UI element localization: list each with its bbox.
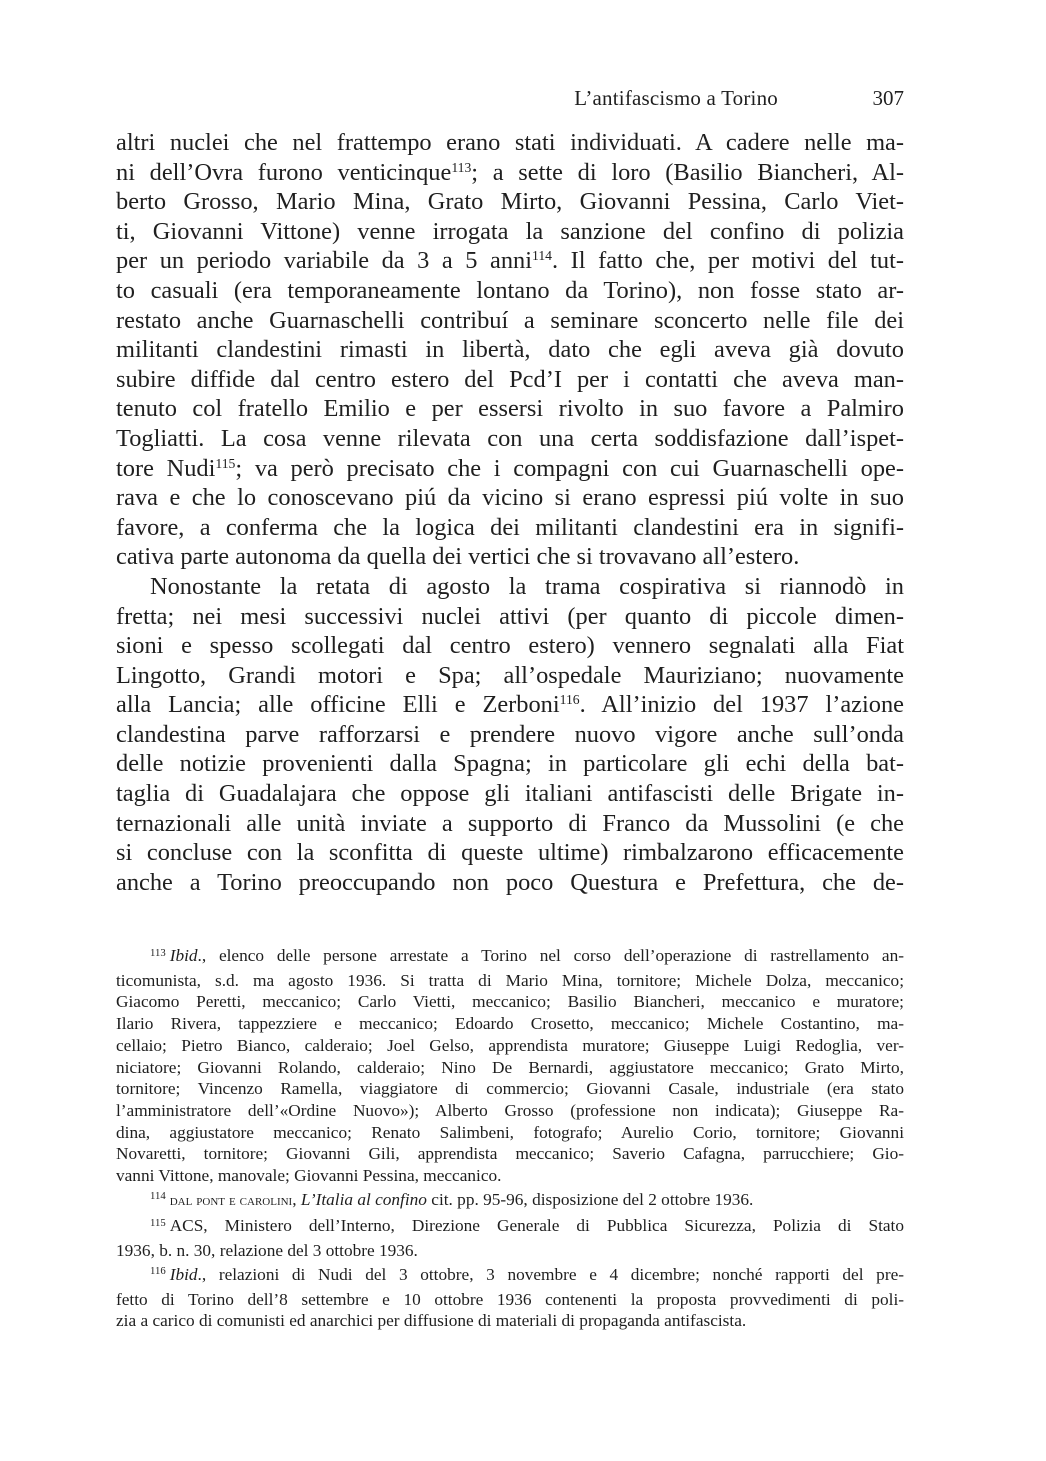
text-line: [116, 1100, 904, 1122]
text-segment: ACS, Ministero dell’Interno, Direzione Generale di Pubblica Sicurezza, Polizia di Stato: [169, 1216, 904, 1236]
footnote-114: [116, 1189, 904, 1214]
text-line: [116, 424, 904, 454]
running-title: L’antifascismo a Torino: [574, 86, 778, 110]
footnote-reference: 114: [532, 248, 552, 264]
text-line: [116, 217, 904, 247]
text-segment: si concluse con la sconfitta di queste ultime) rimbalzarono efficacemente: [116, 839, 904, 867]
text-line: [116, 483, 904, 513]
running-head: [116, 86, 904, 114]
text-line: [116, 1310, 904, 1332]
text-segment: clandestina parve rafforzarsi e prendere nuovo vigore anche sull’onda: [116, 720, 904, 748]
footnote-115: [116, 1215, 904, 1261]
text-line: [116, 690, 904, 720]
text-segment: niciatore; Giovanni Rolando, calderaio; Nino De Bernardi, aggiustatore meccanico; Grato Mirto,: [116, 1057, 904, 1077]
text-segment: l’amministratore dell’«Ordine Nuovo»); Alberto Grosso (professione non indicata); Giuseppe Ra-: [116, 1100, 904, 1120]
text-segment: favore, a conferma che la logica dei militanti clandestini era in signifi-: [116, 513, 904, 541]
text-segment: altri nuclei che nel frattempo erano stati individuati. A cadere nelle ma-: [116, 129, 904, 156]
text-line: [116, 454, 904, 484]
text-line: [116, 513, 904, 543]
text-segment: delle notizie provenienti dalla Spagna; in particolare gli echi della bat-: [116, 750, 904, 778]
text-line: [116, 838, 904, 868]
text-line: [116, 991, 904, 1013]
text-segment: to casuali (era temporaneamente lontano da Torino), non fosse stato ar-: [116, 276, 904, 304]
footnote-number: 116: [150, 1265, 166, 1278]
text-segment: ternazionali alle unità inviate a supporto di Franco da Mussolini (e che: [116, 809, 904, 837]
text-segment: Lingotto, Grandi motori e Spa; all’ospedale Mauriziano; nuovamente: [116, 661, 904, 689]
text-line: [116, 1078, 904, 1100]
text-line: [116, 572, 904, 602]
text-segment: 1936, b. n. 30, relazione del 3 ottobre 1936.: [116, 1241, 418, 1261]
text-line: [116, 306, 904, 336]
text-segment: sioni e spesso scollegati dal centro estero) vennero segnalati alla Fiat: [116, 632, 904, 660]
text-line: [116, 720, 904, 750]
text-line: [116, 1057, 904, 1079]
text-line: [116, 542, 904, 572]
text-segment: ,: [292, 1189, 301, 1209]
text-segment: ticomunista, s.d. ma agosto 1936. Si tratta di Mario Mina, tornitore; Michele Dolza, meccanico;: [116, 970, 904, 990]
text-line: [116, 779, 904, 809]
text-segment: ni dell’Ovra furono venticinque: [116, 158, 452, 186]
text-segment: militanti clandestini rimasti in libertà, dato che egli aveva già dovuto: [116, 336, 904, 364]
text-segment: Novaretti, tornitore; Giovanni Gili, apprendista meccanico; Saverio Cafagna, parrucchiere; Gio-: [116, 1144, 904, 1164]
text-segment: vanni Vittone, manovale; Giovanni Pessina, meccanico.: [116, 1166, 502, 1186]
text-segment: ; a sette di loro (Basilio Biancheri, Al-: [471, 158, 904, 186]
text-line: [116, 1215, 904, 1240]
text-segment: ., relazioni di Nudi del 3 ottobre, 3 novembre e 4 dicembre; nonché rapporti del pre-: [197, 1264, 904, 1284]
text-segment: cativa parte autonoma da quella dei vertici che si trovavano all’estero.: [116, 543, 800, 571]
text-line: [116, 335, 904, 365]
text-line: [116, 1289, 904, 1311]
text-segment: Togliatti. La cosa venne rilevata con una certa soddisfazione dall’ispet-: [116, 424, 904, 452]
text-segment: fretta; nei mesi successivi nuclei attivi (per quanto di piccole dimen-: [116, 602, 904, 630]
text-segment: Ilario Rivera, tappezziere e meccanico; Edoardo Crosetto, meccanico; Michele Costantino, ma-: [116, 1014, 904, 1034]
footnotes: [116, 945, 904, 1334]
text-segment: fetto di Torino dell’8 settembre e 10 ottobre 1936 contenenti la proposta provvedimenti di poli-: [116, 1289, 904, 1309]
text-segment: ; va però precisato che i compagni con cui Guarnaschelli ope-: [235, 454, 904, 482]
text-segment: rava e che lo conoscevano piú da vicino si erano espressi piú volte in suo: [116, 484, 904, 512]
italic-text: L’Italia al confino: [300, 1189, 427, 1209]
text-line: [116, 809, 904, 839]
text-line: [116, 1035, 904, 1057]
text-segment: Nonostante la retata di agosto la trama cospirativa si riannodò in: [150, 572, 904, 600]
text-line: [116, 1122, 904, 1144]
text-segment: zia a carico di comunisti ed anarchici per diffusione di materiali di propaganda antifascista.: [116, 1311, 747, 1331]
text-line: [116, 187, 904, 217]
text-line: [116, 1240, 904, 1262]
text-segment: tornitore; Vincenzo Ramella, viaggiatore di commercio; Giovanni Casale, industriale (era stato: [116, 1079, 904, 1099]
text-segment: ti, Giovanni Vittone) venne irrogata la sanzione del confino di polizia: [116, 217, 904, 245]
body-text: [116, 128, 904, 897]
text-line: [116, 749, 904, 779]
text-line: [116, 1143, 904, 1165]
text-line: [116, 128, 904, 158]
text-line: [116, 158, 904, 188]
text-segment: cit. pp. 95-96, disposizione del 2 ottobre 1936.: [426, 1189, 754, 1209]
text-segment: dina, aggiustatore meccanico; Renato Salimbeni, fotografo; Aurelio Corio, tornitore; Giovanni: [116, 1122, 904, 1142]
text-line: [116, 276, 904, 306]
text-segment: Giacomo Peretti, meccanico; Carlo Vietti, meccanico; Basilio Biancheri, meccanico e muratore;: [116, 992, 904, 1012]
text-segment: subire diffide dal centro estero del Pcd’I per i contatti che aveva man-: [116, 365, 904, 393]
text-line: [116, 246, 904, 276]
text-segment: . Il fatto che, per motivi del tut-: [552, 247, 905, 275]
text-segment: ., elenco delle persone arrestate a Torino nel corso dell’operazione di rastrellamento an-: [197, 946, 904, 965]
author-names: dal pont e carolini: [169, 1191, 293, 1209]
footnote-number: 114: [150, 1190, 166, 1203]
italic-text: Ibid: [169, 946, 198, 965]
text-line: [116, 1013, 904, 1035]
text-line: [116, 394, 904, 424]
text-line: [116, 631, 904, 661]
page-number: 307: [872, 86, 904, 110]
text-line: [116, 945, 904, 970]
text-line: [116, 602, 904, 632]
footnote-reference: 116: [559, 692, 580, 708]
text-segment: anche a Torino preoccupando non poco Questura e Prefettura, che de-: [116, 868, 904, 896]
text-line: [116, 970, 904, 992]
text-segment: berto Grosso, Mario Mina, Grato Mirto, Giovanni Pessina, Carlo Viet-: [116, 188, 904, 216]
text-segment: tore Nudi: [116, 454, 216, 482]
text-segment: restato anche Guarnaschelli contribuí a seminare sconcerto nelle file dei: [116, 306, 904, 334]
text-line: [116, 661, 904, 691]
text-segment: taglia di Guadalajara che oppose gli italiani antifascisti delle Brigate in-: [116, 780, 904, 808]
text-segment: per un periodo variabile da 3 a 5 anni: [116, 247, 533, 275]
footnote-number: 113: [150, 946, 166, 959]
footnote-113: [116, 945, 904, 1187]
italic-text: Ibid: [169, 1264, 198, 1284]
text-segment: . All’inizio del 1937 l’azione: [579, 691, 904, 719]
footnote-reference: 115: [215, 455, 236, 471]
text-line: [116, 365, 904, 395]
text-line: [116, 1165, 904, 1187]
text-line: [116, 868, 904, 898]
footnote-number: 115: [150, 1217, 166, 1230]
footnote-116: [116, 1264, 904, 1332]
text-line: [116, 1264, 904, 1289]
text-segment: alla Lancia; alle officine Elli e Zerboni: [116, 691, 560, 719]
text-segment: tenuto col fratello Emilio e per essersi rivolto in suo favore a Palmiro: [116, 395, 904, 423]
text-line: [116, 1189, 904, 1214]
text-segment: cellaio; Pietro Bianco, calderaio; Joel Gelso, apprendista muratore; Giuseppe Luigi Redoglia, ver-: [116, 1035, 904, 1055]
footnote-reference: 113: [451, 159, 472, 175]
